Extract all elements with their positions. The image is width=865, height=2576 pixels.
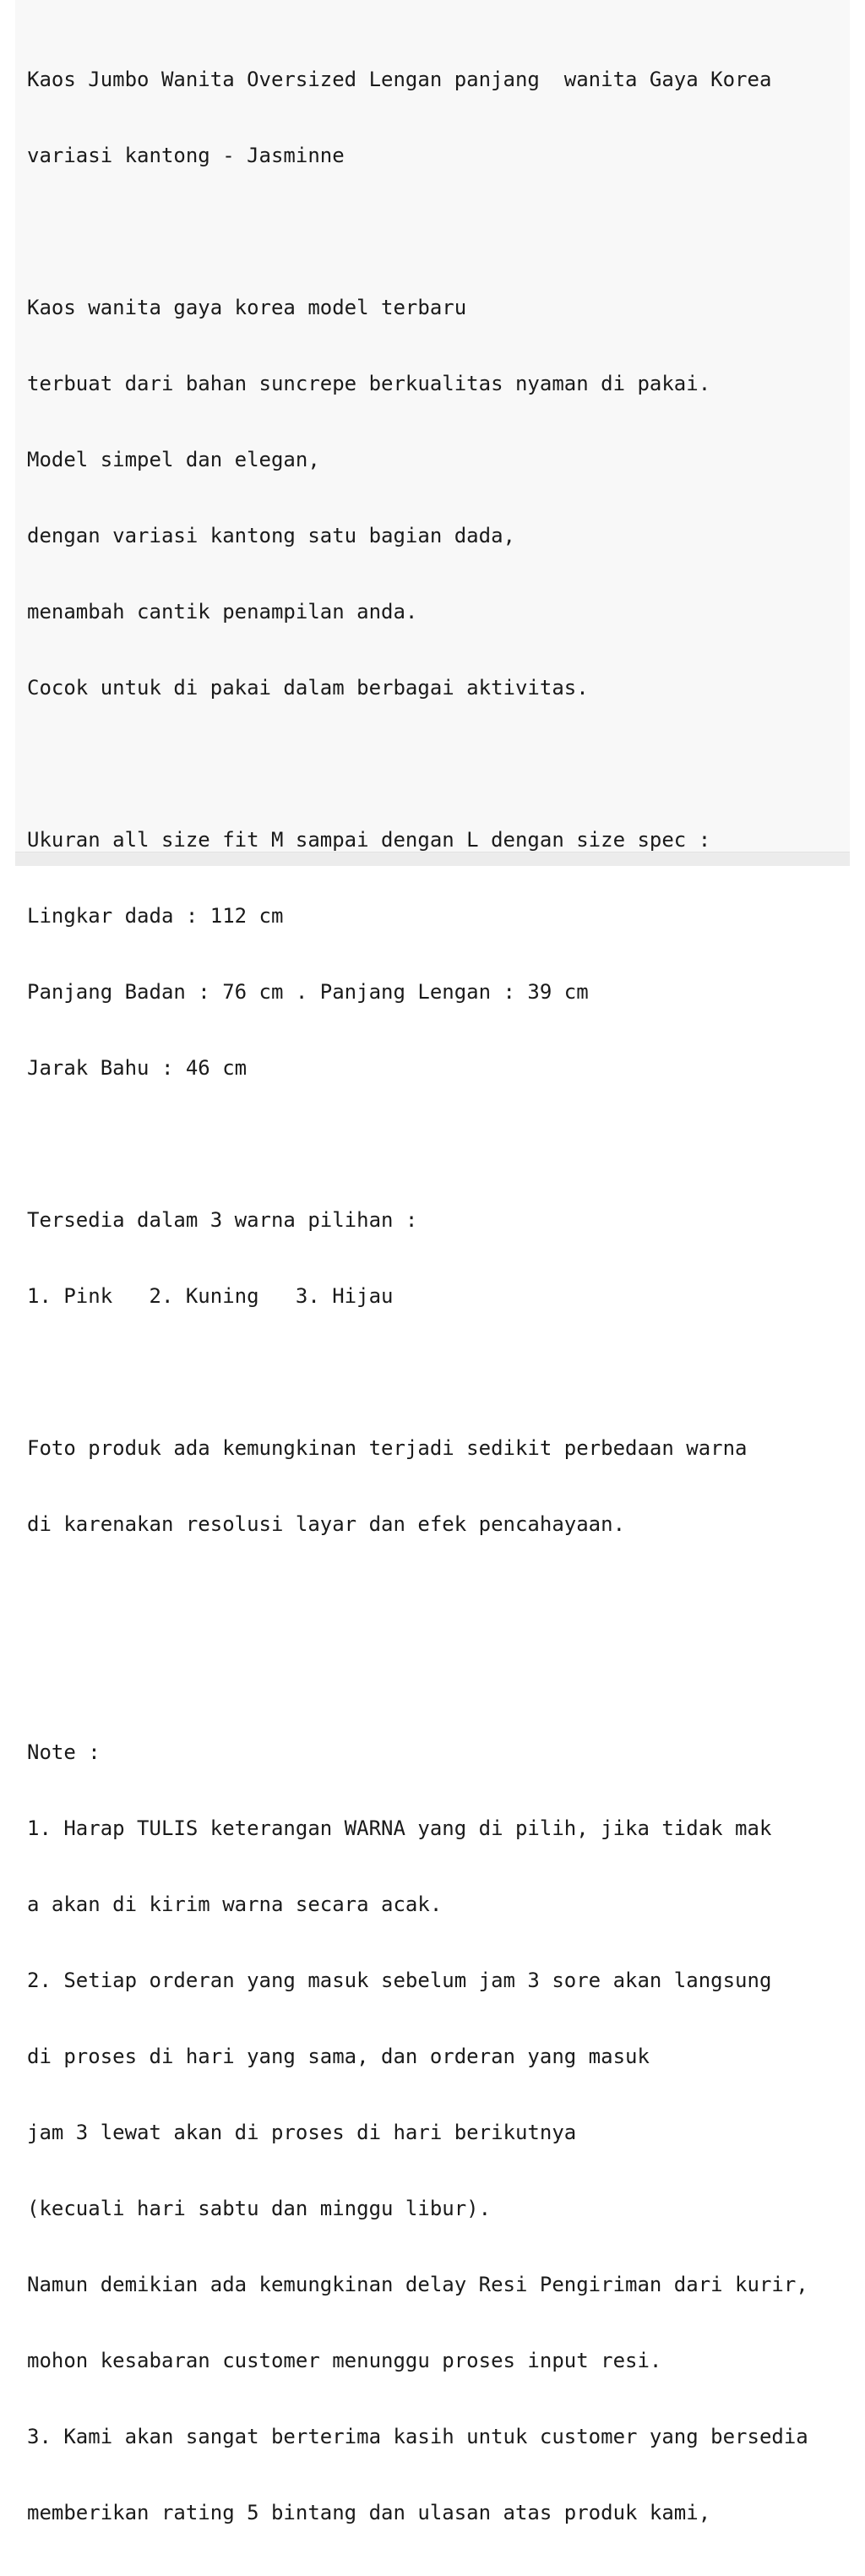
text-line: 1. Pink 2. Kuning 3. Hijau <box>27 1284 394 1308</box>
text-line: a akan di kirim warna secara acak. <box>27 1893 443 1916</box>
horizontal-scrollbar[interactable] <box>15 852 850 866</box>
text-line: dengan variasi kantong satu bagian dada, <box>27 524 515 547</box>
text-line <box>27 751 808 776</box>
text-line: memberikan rating 5 bintang dan ulasan atas produk kami, <box>27 2501 711 2524</box>
text-line: terbuat dari bahan suncrepe berkualitas nyaman di pakai. <box>27 372 711 395</box>
text-line: Note : <box>27 1740 101 1764</box>
text-line: (kecuali hari sabtu dan minggu libur). <box>27 2197 492 2220</box>
text-line <box>27 219 808 244</box>
text-line: Tersedia dalam 3 warna pilihan : <box>27 1208 418 1232</box>
text-line: Ukuran all size fit M sampai dengan L dengan size spec : <box>27 828 711 852</box>
text-line: 3. Kami akan sangat berterima kasih untuk customer yang bersedia <box>27 2425 808 2448</box>
description-text-panel[interactable] <box>15 0 850 2524</box>
text-line: Lingkar dada : 112 cm <box>27 904 284 928</box>
text-line: Namun demikian ada kemungkinan delay Resi Pengiriman dari kurir, <box>27 2273 808 2296</box>
text-line <box>27 1359 808 1385</box>
text-line: Kaos Jumbo Wanita Oversized Lengan panjang wanita Gaya Korea <box>27 68 772 91</box>
product-description <box>27 16 808 2576</box>
text-line: di karenakan resolusi layar dan efek pencahayaan. <box>27 1512 626 1536</box>
text-line: 2. Setiap orderan yang masuk sebelum jam 3 sore akan langsung <box>27 1969 772 1992</box>
text-line: di proses di hari yang sama, dan orderan yang masuk <box>27 2045 650 2068</box>
text-line: menambah cantik penampilan anda. <box>27 600 418 624</box>
text-line: Panjang Badan : 76 cm . Panjang Lengan : 39 cm <box>27 980 589 1004</box>
text-line: Jarak Bahu : 46 cm <box>27 1056 248 1080</box>
text-line <box>27 1588 808 1613</box>
text-line: Kaos wanita gaya korea model terbaru <box>27 296 467 319</box>
text-line <box>27 1131 808 1157</box>
text-line: mohon kesabaran customer menunggu proses input resi. <box>27 2349 662 2372</box>
text-line: variasi kantong - Jasminne <box>27 144 345 167</box>
text-line: Model simpel dan elegan, <box>27 448 320 471</box>
text-line <box>27 1664 808 1689</box>
text-line: Foto produk ada kemungkinan terjadi sedikit perbedaan warna <box>27 1436 748 1460</box>
text-line: Cocok untuk di pakai dalam berbagai aktivitas. <box>27 676 589 700</box>
text-line: 1. Harap TULIS keterangan WARNA yang di pilih, jika tidak mak <box>27 1816 772 1840</box>
text-line: jam 3 lewat akan di proses di hari berikutnya <box>27 2121 577 2144</box>
